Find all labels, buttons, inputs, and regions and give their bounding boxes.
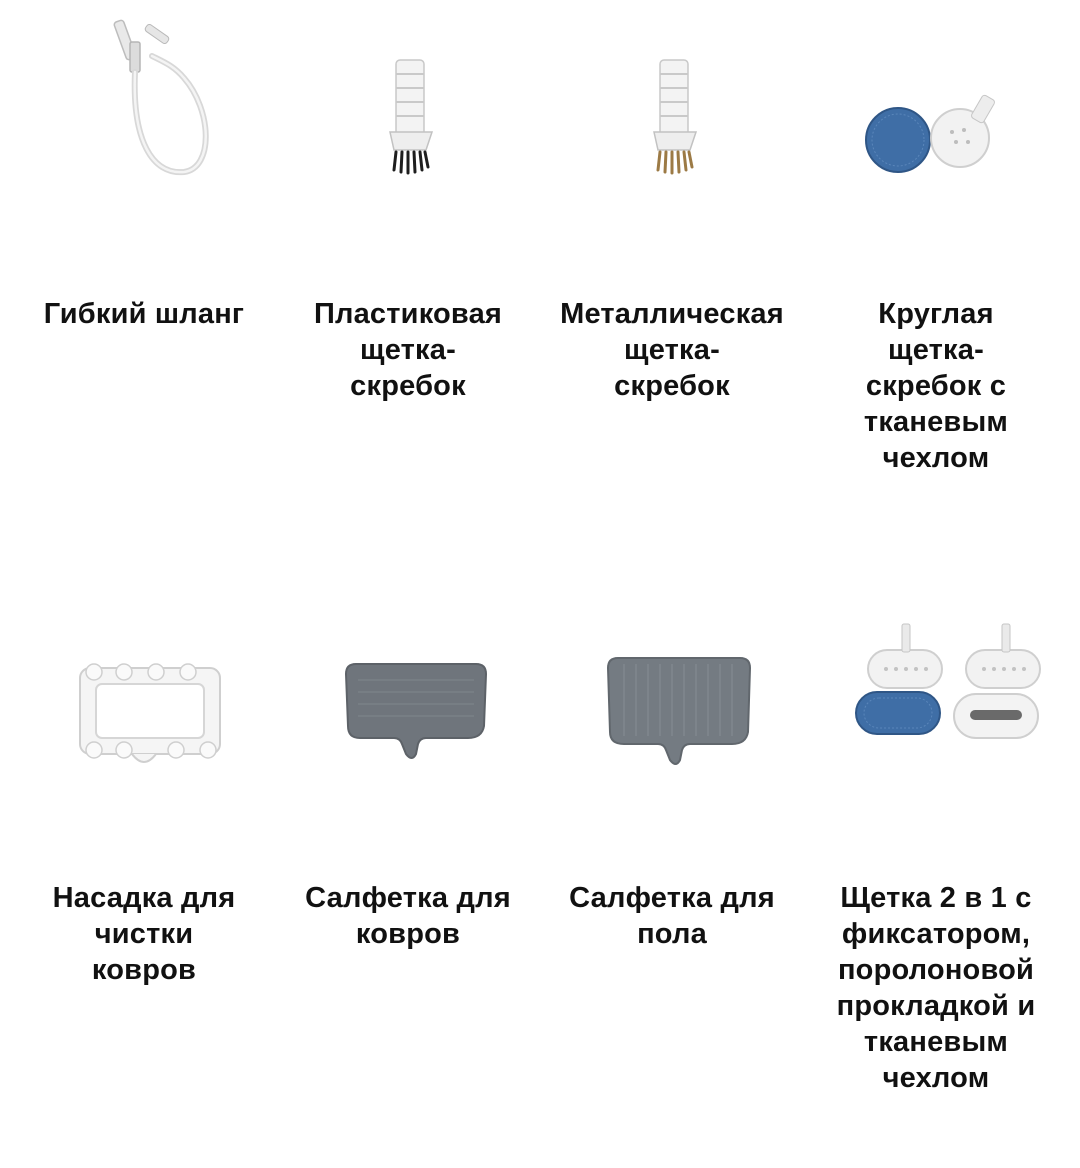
accessory-card-plastic-brush	[276, 0, 540, 584]
accessories-grid	[12, 0, 1068, 1168]
accessory-label: Гибкий шланг	[43, 298, 245, 330]
flexible-hose-icon	[34, 0, 254, 240]
metal-brush-icon	[562, 0, 782, 240]
accessory-label: Круглая щетка- скребок с тканевым чехлом	[863, 298, 1009, 474]
accessory-card-brush-2in1	[804, 584, 1068, 1168]
accessory-label: Салфетка для ковров	[305, 882, 511, 950]
accessory-card-floor-pad	[540, 584, 804, 1168]
accessory-card-metal-brush	[540, 0, 804, 584]
accessory-card-flexible-hose	[12, 0, 276, 584]
accessory-card-round-brush	[804, 0, 1068, 584]
accessories-row-1	[12, 0, 1068, 584]
accessory-label: Металлическая щетка- скребок	[560, 298, 784, 402]
plastic-brush-icon	[298, 0, 518, 240]
accessory-card-carpet-pad	[276, 584, 540, 1168]
accessory-label: Пластиковая щетка- скребок	[313, 298, 503, 402]
carpet-frame-icon	[34, 584, 254, 824]
accessory-label: Насадка для чистки ковров	[52, 882, 236, 986]
floor-pad-icon	[562, 584, 782, 824]
round-brush-icon	[826, 0, 1046, 240]
accessory-card-carpet-attachment	[12, 584, 276, 1168]
carpet-pad-icon	[298, 584, 518, 824]
accessories-row-2	[12, 584, 1068, 1168]
accessory-label: Щетка 2 в 1 с фиксатором, поролоновой прокладкой и тканевым чехлом	[836, 882, 1036, 1094]
brush-2in1-icon	[826, 584, 1046, 824]
accessory-label: Салфетка для пола	[569, 882, 775, 950]
